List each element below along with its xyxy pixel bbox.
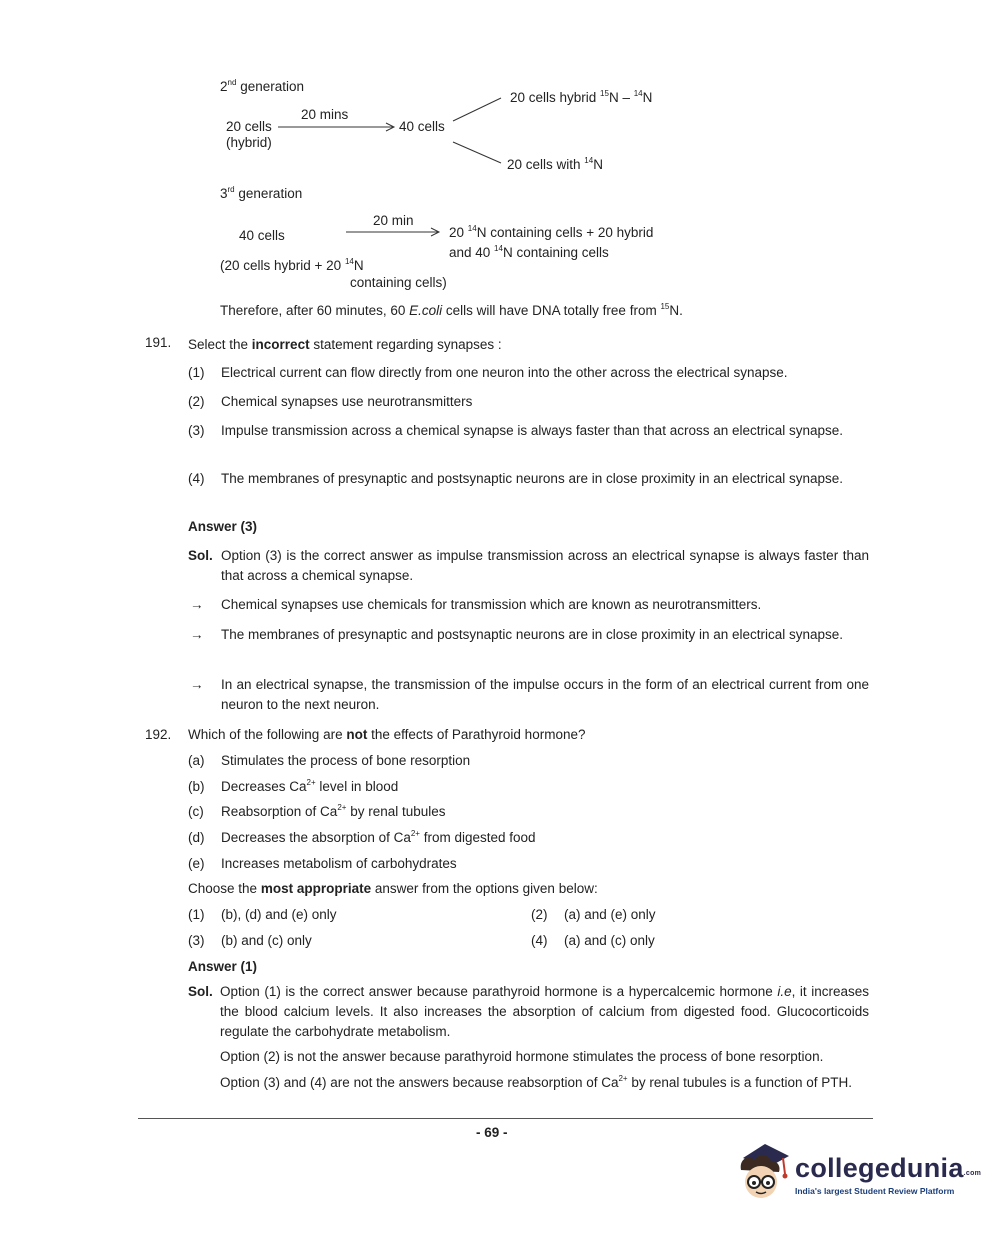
q192-option-2-label: (2)	[531, 907, 548, 922]
brand-logo: collegedunia.com	[795, 1153, 982, 1183]
footer-divider	[138, 1118, 873, 1119]
gen2-start-sub: (hybrid)	[226, 135, 272, 150]
q191-point-3: In an electrical synapse, the transmission of the impulse occurs in the form of an electrical current from one neuron to the next neuron.	[221, 677, 869, 712]
q192-sol-label: Sol.	[188, 984, 213, 999]
gen3-time: 20 min	[373, 213, 414, 228]
gen3-out-line2: and 40 $^{14}$N containing cells	[449, 244, 609, 260]
q192-sol-option2: Option (2) is not the answer because parathyroid hormone stimulates the process of bone resorption.	[220, 1049, 824, 1064]
q191-answer: Answer (3)	[188, 519, 258, 534]
q191-option-2-label: (2)	[188, 394, 205, 409]
q192-option-1-text: (b), (d) and (e) only	[221, 907, 337, 922]
q192-sol-option34: Option (3) and (4) are not the answers because reabsorption of $Ca^{2+}$ by renal tubules is a function of PTH.	[220, 1074, 852, 1090]
gen3-out-line1: 20 $^{14}$N containing cells + 20 hybrid	[449, 224, 654, 240]
gen2-start: 20 cells	[226, 119, 272, 134]
gen2-out-hybrid: 20 cells hybrid $^{15}$N – $^{14}$N	[510, 89, 653, 105]
q191-option-3-text: Impulse transmission across a chemical synapse is always faster than that across an electrical synapse.	[221, 423, 844, 438]
q191-sol-text: Option (3) is the correct answer as impulse transmission across an electrical synapse is always faster than that across a chemical synapse.	[221, 548, 869, 583]
gen2-heading: 2nd generation	[220, 78, 304, 94]
q192-item-b-text: Decreases $Ca^{2+}$ level in blood	[221, 778, 399, 794]
q191-number: 191.	[145, 335, 172, 350]
gen2-time: 20 mins	[301, 107, 349, 122]
gen3-start-sub: (20 cells hybrid + 20 $^{14}$N	[220, 257, 364, 273]
arrow-icon: →	[190, 677, 204, 692]
conclusion: Therefore, after 60 minutes, 60 E.coli cells will have DNA totally free from $^{15}$N.	[220, 302, 683, 318]
q192-item-c-label: (c)	[188, 804, 204, 819]
gen2-mid: 40 cells	[399, 119, 445, 134]
q192-item-b-label: (b)	[188, 779, 205, 794]
arrow-icon: →	[190, 597, 204, 612]
q191-option-4-text: The membranes of presynaptic and postsynaptic neurons are in close proximity in an electrical synapse.	[221, 471, 844, 486]
q192-option-4-text: (a) and (c) only	[564, 933, 655, 948]
q192-option-3-text: (b) and (c) only	[221, 933, 312, 948]
q192-item-e-label: (e)	[188, 856, 205, 871]
q191-option-3-label: (3)	[188, 423, 205, 438]
q192-stem: Which of the following are not the effects of Parathyroid hormone?	[188, 727, 586, 742]
q191-stem: Select the incorrect statement regarding synapses :	[188, 337, 502, 352]
q192-item-c-text: Reabsorption of $Ca^{2+}$ by renal tubules	[221, 803, 446, 819]
q191-option-2-text: Chemical synapses use neurotransmitters	[221, 394, 473, 409]
q192-item-d-label: (d)	[188, 830, 205, 845]
q191-point-2: The membranes of presynaptic and postsynaptic neurons are in close proximity in an electrical synapse.	[221, 627, 844, 642]
q192-option-2-text: (a) and (e) only	[564, 907, 656, 922]
q191-option-1-text: Electrical current can flow directly from one neuron into the other across the electrical synapse.	[221, 365, 788, 380]
q192-item-a-text: Stimulates the process of bone resorption	[221, 753, 471, 768]
q192-option-1-label: (1)	[188, 907, 205, 922]
page-number: - 69 -	[476, 1125, 508, 1140]
q192-answer: Answer (1)	[188, 959, 258, 974]
gen3-heading: 3rd generation	[220, 185, 303, 201]
q192-sol-text: Option (1) is the correct answer because parathyroid hormone is a hypercalcemic hormone i.e, it increases the blood calcium levels. It also increases the absorption of calcium from digested food. Glucocorticoids regulate the carbohydrate metabolism.	[220, 984, 869, 1039]
q191-option-4-label: (4)	[188, 471, 205, 486]
mascot-icon	[735, 1138, 797, 1206]
q192-option-4-label: (4)	[531, 933, 548, 948]
gen2-out-light: 20 cells with $^{14}$N	[507, 156, 603, 172]
gen3-start: 40 cells	[239, 228, 285, 243]
q192-number: 192.	[145, 727, 172, 742]
q192-option-3-label: (3)	[188, 933, 205, 948]
q192-item-a-label: (a)	[188, 753, 205, 768]
brand-tagline: India's largest Student Review Platform	[795, 1186, 955, 1196]
q192-item-e-text: Increases metabolism of carbohydrates	[221, 856, 457, 871]
q191-sol-label: Sol.	[188, 548, 213, 563]
q192-choose: Choose the most appropriate answer from the options given below:	[188, 881, 598, 896]
q191-option-1-label: (1)	[188, 365, 205, 380]
gen2-branch-up	[453, 98, 501, 121]
q192-item-d-text: Decreases the absorption of $Ca^{2+}$ from digested food	[221, 829, 536, 845]
gen2-branch-down	[453, 142, 501, 163]
q191-point-1: Chemical synapses use chemicals for transmission which are known as neurotransmitters.	[221, 597, 762, 612]
arrow-icon: →	[190, 627, 204, 642]
gen3-start-sub2: containing cells)	[350, 275, 447, 290]
